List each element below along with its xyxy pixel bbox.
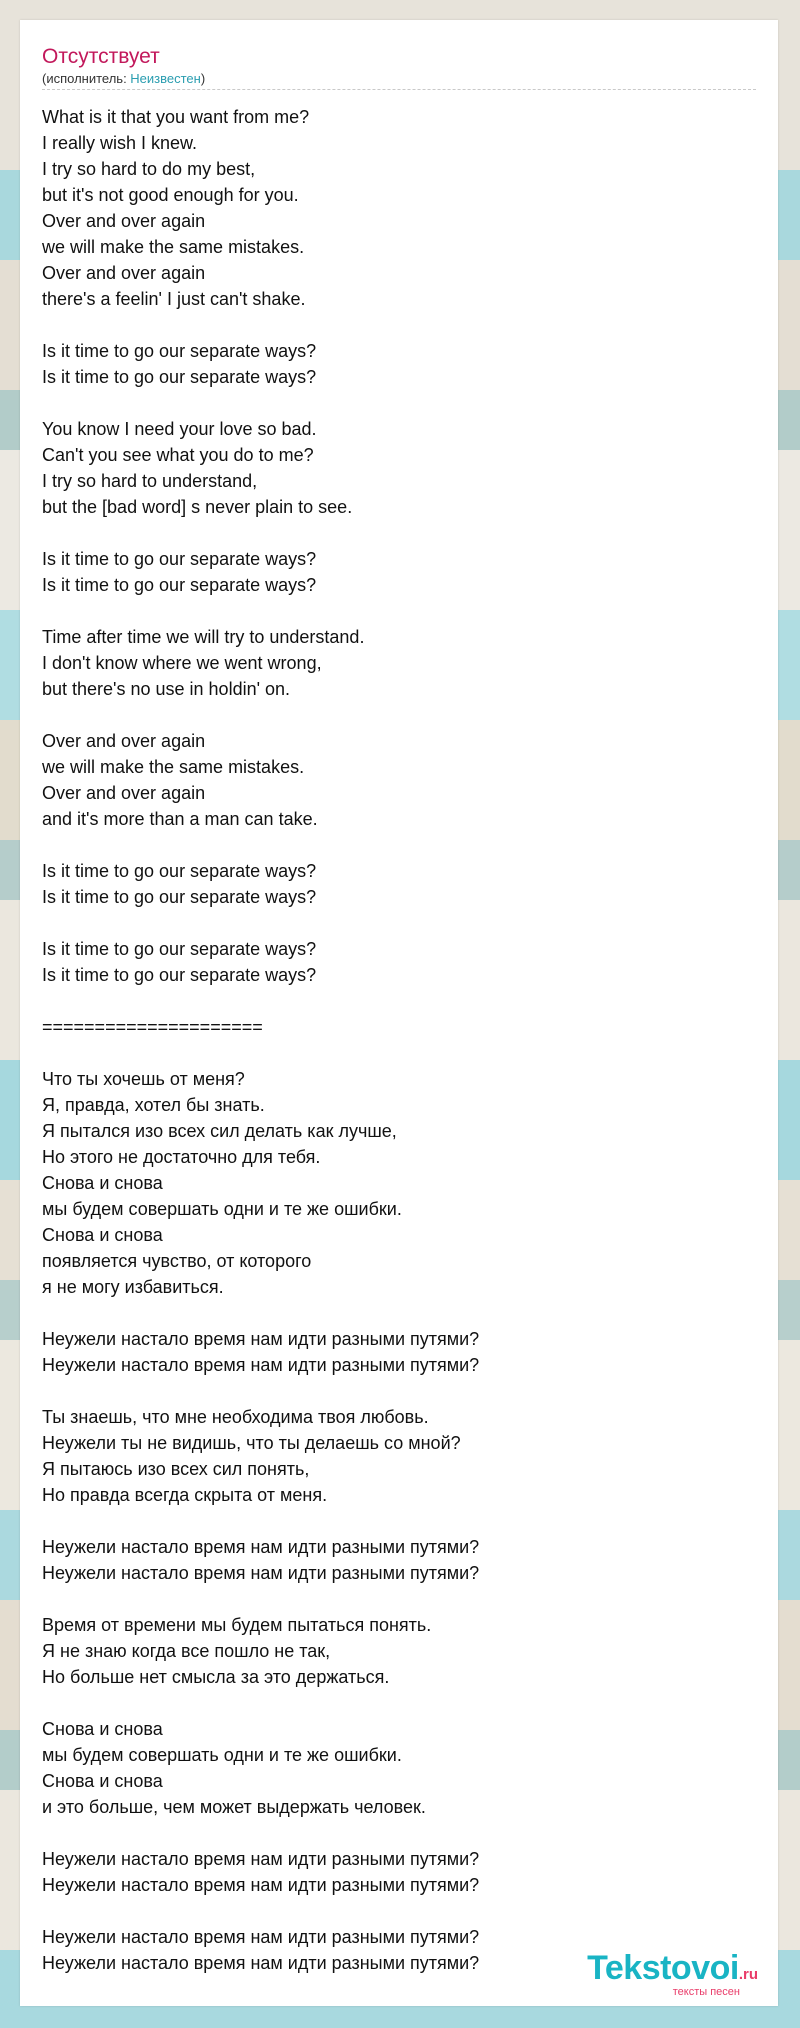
logo-wordmark — [587, 1950, 758, 1986]
logo-name: Tekstovoi — [587, 1949, 739, 1987]
logo-tld: .ru — [738, 1966, 758, 1983]
lyrics-text: What is it that you want from me? I really wish I knew. I try so hard to do my best, but it's not good enough for you. Over and over again we will make the same mistakes. Over and over again there's a feelin' I just can't shake. Is it time to go our separate ways? Is it time to go our separate ways? You know I need your love so bad. Can't you see what you do to me? I try so hard to understand, but the [bad word] s never plain to see. Is it time to go our separate ways? Is it time to go our separate ways? Time after time we will try to understand. I don't know where we went wrong, but there's no use in holdin' on. Over and over again we will make the same mistakes. Over and over again and it's more than a man can take. Is it time to go our separate ways? Is it time to go our separate ways? Is it time to go our separate ways? Is it time to go our separate ways? ===================== Что ты хочешь от меня? Я, правда, хотел бы знать. Я пытался изо всех сил делать как лучше, Но этого не достаточно для тебя. Снова и снова мы будем совершать одни и те же ошибки. Снова и снова появляется чувство, от которого я не могу избавиться. Неужели настало время нам идти разными путями? Неужели настало время нам идти разными путями? Ты знаешь, что мне необходима твоя любовь. Неужели ты не видишь, что ты делаешь со мной? Я пытаюсь изо всех сил понять, Но правда всегда скрыта от меня. Неужели настало время нам идти разными путями? Неужели настало время нам идти разными путями? Время от времени мы будем пытаться понять. Я не знаю когда все пошло не так, Но больше нет смысла за это держаться. Снова и снова мы будем совершать одни и те же ошибки. Снова и снова и это больше, чем может выдержать человек. Неужели настало время нам идти разными путями? Неужели настало время нам идти разными путями? Неужели настало время нам идти разными путями? Неужели настало время нам идти разными путями? — [42, 107, 480, 1973]
logo-tagline: тексты песен — [672, 1986, 740, 1998]
artist-link[interactable]: Неизвестен — [130, 71, 201, 86]
song-header — [42, 44, 756, 90]
artist-line — [42, 70, 756, 87]
site-logo[interactable] — [587, 1950, 758, 1998]
lyrics-card — [20, 20, 778, 2006]
artist-suffix: ) — [200, 71, 206, 86]
song-title: Отсутствует — [42, 45, 160, 68]
artist-prefix: (исполнитель: — [42, 71, 131, 86]
